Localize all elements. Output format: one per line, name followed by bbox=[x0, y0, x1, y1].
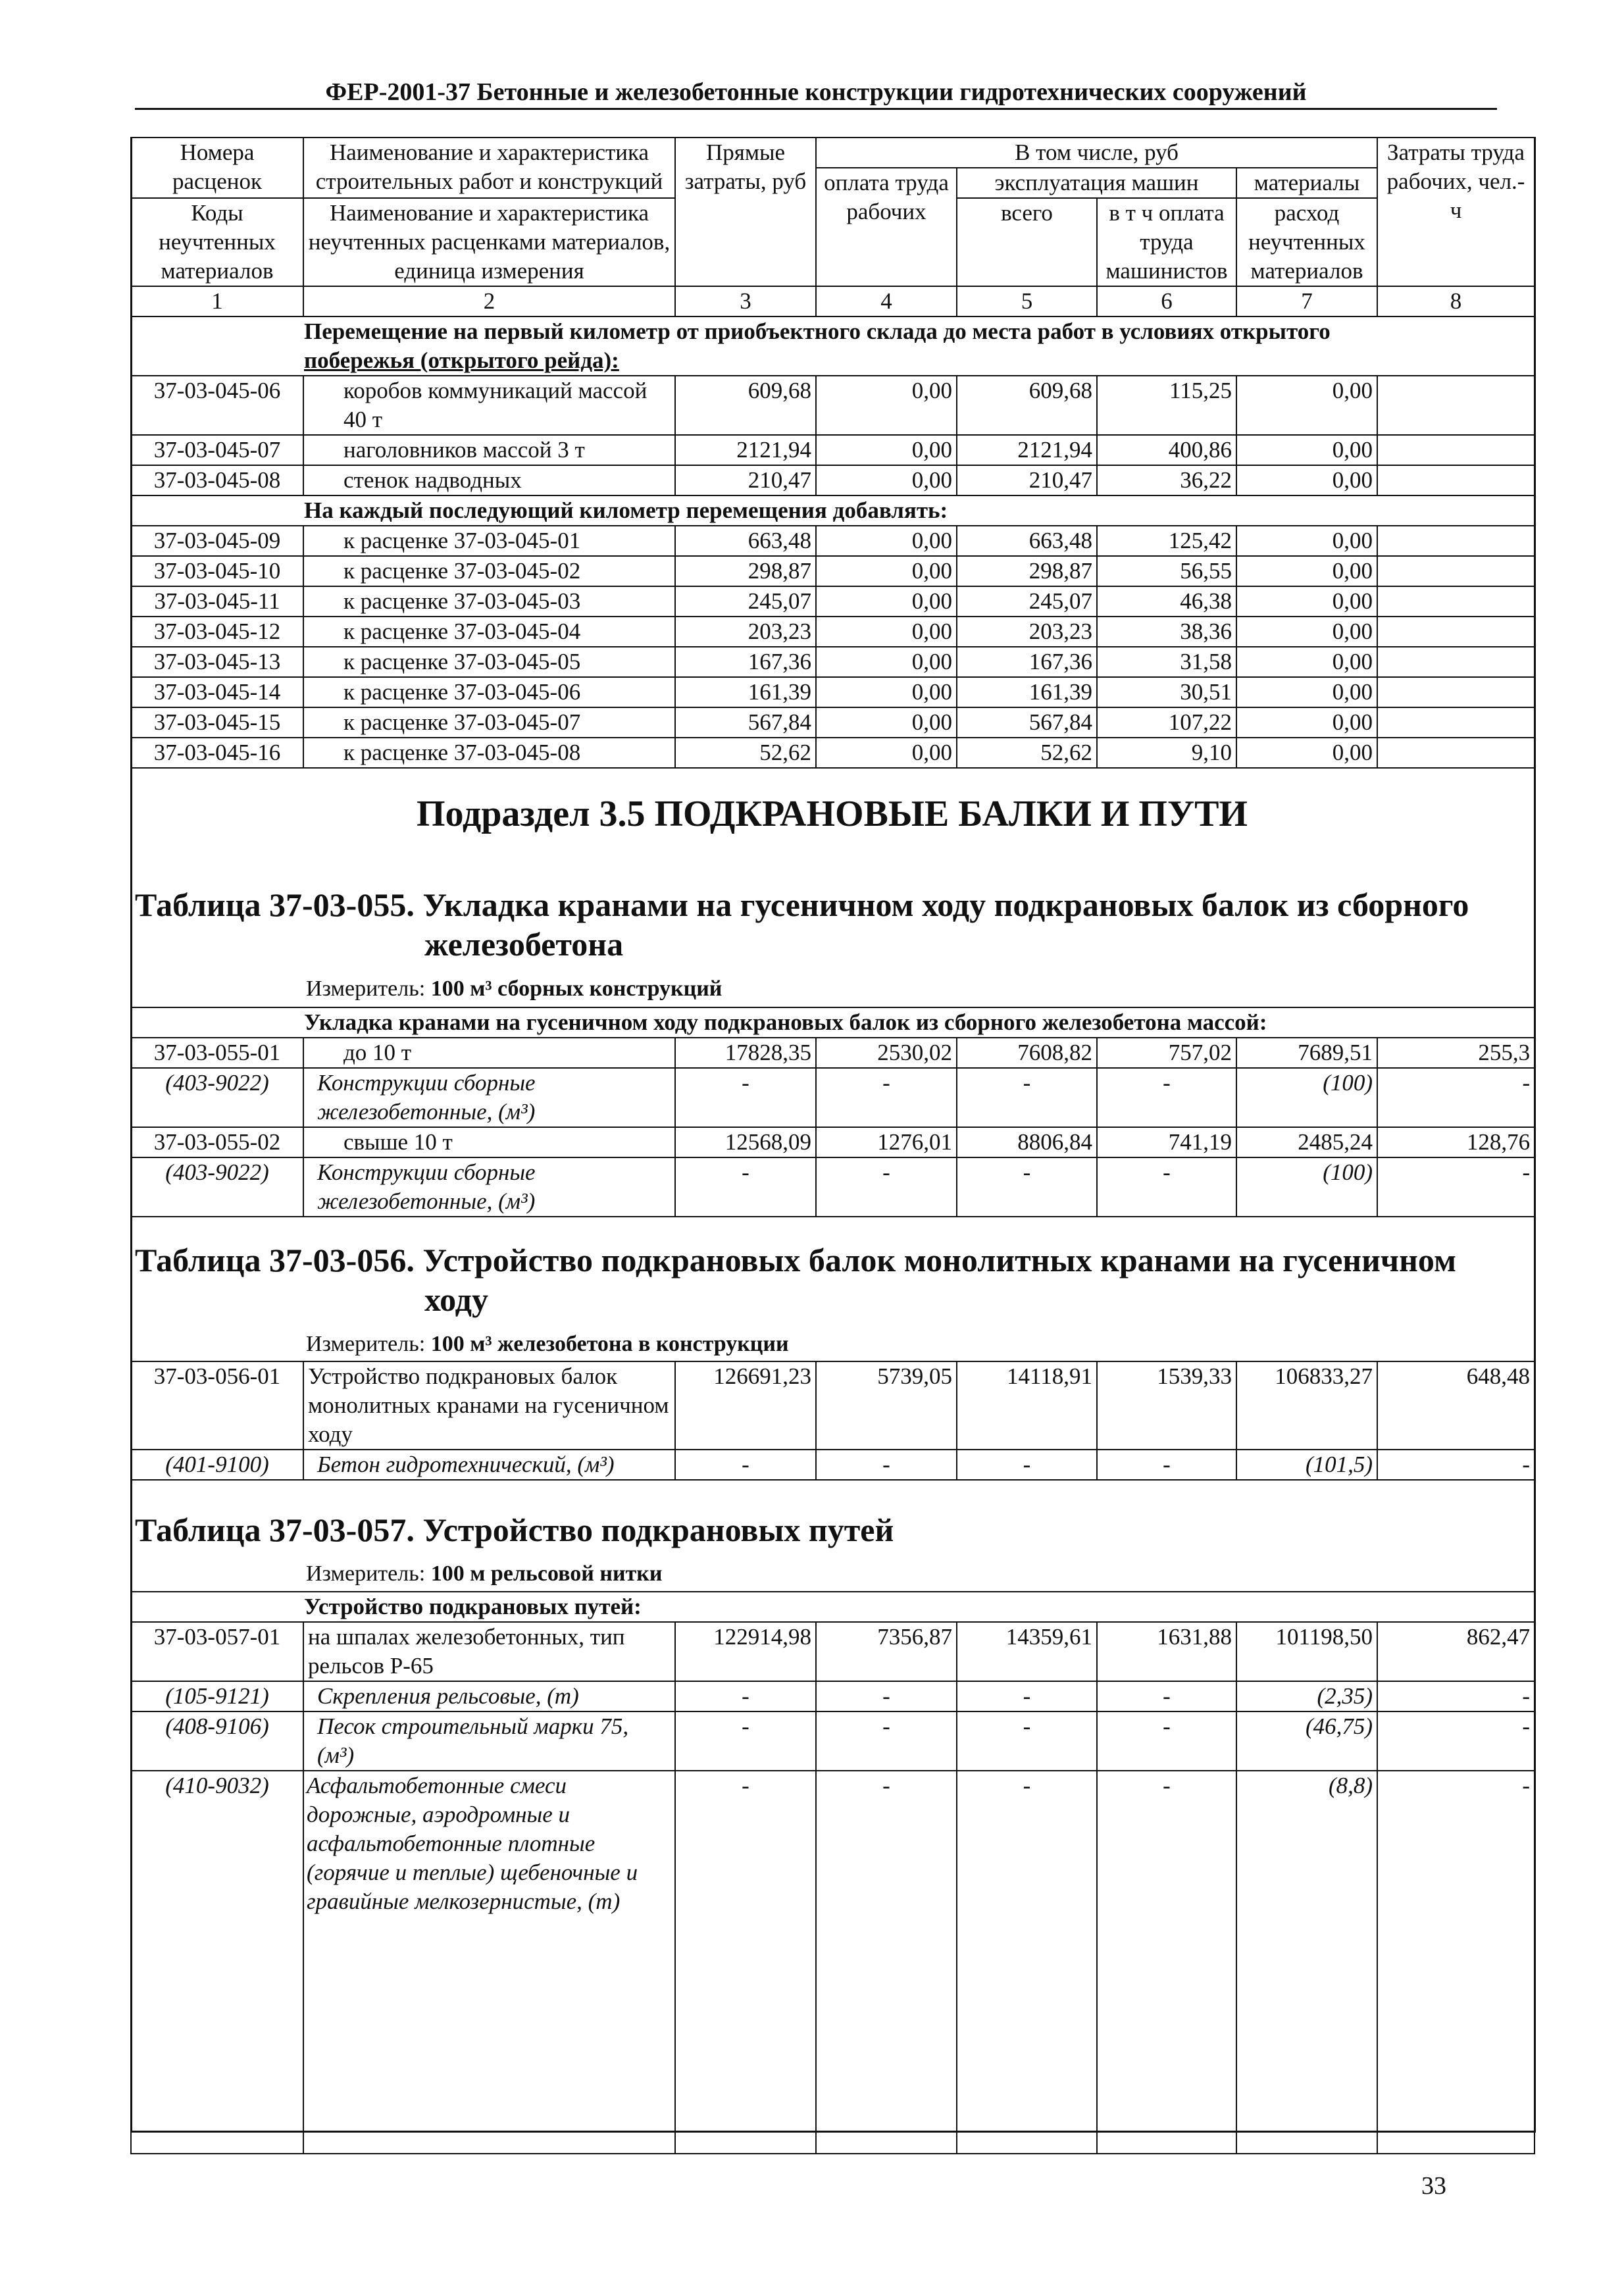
table-row bbox=[131, 435, 1535, 465]
row-c8: - bbox=[1377, 1450, 1535, 1480]
measure-value: 100 м рельсовой нитки bbox=[430, 1561, 663, 1586]
row-c3: - bbox=[675, 1711, 816, 1771]
row-c4: - bbox=[816, 1157, 957, 1217]
row-c8 bbox=[1377, 526, 1535, 556]
table-row bbox=[131, 1157, 1535, 1217]
row-c3: - bbox=[675, 1068, 816, 1127]
rates-table-055 bbox=[130, 1007, 1535, 1217]
row-c8 bbox=[1377, 738, 1535, 768]
row-c8: 862,47 bbox=[1377, 1622, 1535, 1681]
row-c3: 126691,23 bbox=[675, 1361, 816, 1450]
row-c8 bbox=[1377, 647, 1535, 677]
row-c3: 122914,98 bbox=[675, 1622, 816, 1681]
row-c4: 0,00 bbox=[816, 738, 957, 768]
row-c5: 14359,61 bbox=[957, 1622, 1097, 1681]
row-c6: - bbox=[1097, 1157, 1236, 1217]
row-c5: 567,84 bbox=[957, 707, 1097, 738]
row-c6: - bbox=[1097, 1711, 1236, 1771]
row-c7: (100) bbox=[1236, 1068, 1377, 1127]
row-code: 37-03-045-12 bbox=[131, 617, 303, 647]
row-name: к расценке 37-03-045-01 bbox=[303, 526, 675, 556]
row-c5: 609,68 bbox=[957, 376, 1097, 435]
row-c8 bbox=[1377, 435, 1535, 465]
row-c7: 106833,27 bbox=[1236, 1361, 1377, 1450]
row-c3: 2121,94 bbox=[675, 435, 816, 465]
section2-title: На каждый последующий километр перемещения добавлять: bbox=[131, 495, 1535, 526]
row-c7: (101,5) bbox=[1236, 1450, 1377, 1480]
row-c6: 115,25 bbox=[1097, 376, 1236, 435]
row-code: 37-03-045-10 bbox=[131, 556, 303, 586]
row-c4: 2530,02 bbox=[816, 1038, 957, 1068]
row-c3: 298,87 bbox=[675, 556, 816, 586]
row-c7: (8,8) bbox=[1236, 1771, 1377, 2154]
row-c3: 12568,09 bbox=[675, 1127, 816, 1157]
row-c5: 167,36 bbox=[957, 647, 1097, 677]
row-name: наголовников массой 3 т bbox=[303, 435, 675, 465]
row-c8 bbox=[1377, 677, 1535, 707]
section1-title-line2: побережья (открытого рейда): bbox=[304, 347, 619, 373]
table-row bbox=[131, 526, 1535, 556]
row-c3: 17828,35 bbox=[675, 1038, 816, 1068]
row-c7: 0,00 bbox=[1236, 435, 1377, 465]
row-c4: 1276,01 bbox=[816, 1127, 957, 1157]
row-c3: 663,48 bbox=[675, 526, 816, 556]
row-c4: 0,00 bbox=[816, 556, 957, 586]
table056-title-line2: ходу bbox=[424, 1281, 488, 1318]
row-c5: - bbox=[957, 1711, 1097, 1771]
table-row bbox=[131, 465, 1535, 495]
row-c8 bbox=[1377, 556, 1535, 586]
row-c5: 161,39 bbox=[957, 677, 1097, 707]
row-c5: 210,47 bbox=[957, 465, 1097, 495]
row-name: к расценке 37-03-045-08 bbox=[303, 738, 675, 768]
row-c6: 30,51 bbox=[1097, 677, 1236, 707]
table-row bbox=[131, 1681, 1535, 1711]
row-c8 bbox=[1377, 707, 1535, 738]
section1-title-line1: Перемещение на первый километр от приобъектного склада до места работ в условиях открытого bbox=[304, 318, 1331, 344]
row-c7: 0,00 bbox=[1236, 465, 1377, 495]
table055-group-title: Укладка кранами на гусеничном ходу подкрановых балок из сборного железобетона массой: bbox=[131, 1007, 1535, 1038]
row-c7: (100) bbox=[1236, 1157, 1377, 1217]
hdr-col6: в т ч оплата труда машинистов bbox=[1097, 198, 1236, 286]
row-code: 37-03-045-08 bbox=[131, 465, 303, 495]
row-c7: 7689,51 bbox=[1236, 1038, 1377, 1068]
row-c7: 0,00 bbox=[1236, 526, 1377, 556]
row-c7: 0,00 bbox=[1236, 677, 1377, 707]
row-c7: 2485,24 bbox=[1236, 1127, 1377, 1157]
measure-value: 100 м³ сборных конструкций bbox=[430, 976, 723, 1001]
table-row bbox=[131, 1711, 1535, 1771]
row-c4: - bbox=[816, 1681, 957, 1711]
row-c5: - bbox=[957, 1771, 1097, 2154]
row-c8: 128,76 bbox=[1377, 1127, 1535, 1157]
table057-title bbox=[135, 1510, 1530, 1550]
hdr-col8: Затраты труда рабочих, чел.-ч bbox=[1377, 138, 1535, 286]
row-c5: 663,48 bbox=[957, 526, 1097, 556]
row-code: 37-03-045-11 bbox=[131, 586, 303, 617]
row-c8: - bbox=[1377, 1157, 1535, 1217]
row-name: Скрепления рельсовые, (т) bbox=[303, 1681, 675, 1711]
row-c4: 0,00 bbox=[816, 586, 957, 617]
table-row bbox=[131, 1038, 1535, 1068]
row-code: (105-9121) bbox=[131, 1681, 303, 1711]
row-code: 37-03-055-02 bbox=[131, 1127, 303, 1157]
row-c4: 0,00 bbox=[816, 707, 957, 738]
hdr-group: В том числе, руб bbox=[816, 138, 1377, 168]
colnum-5: 5 bbox=[957, 286, 1097, 317]
hdr-materials: материалы bbox=[1236, 168, 1377, 198]
row-name: свыше 10 т bbox=[303, 1127, 675, 1157]
row-c3: 203,23 bbox=[675, 617, 816, 647]
row-name: к расценке 37-03-045-04 bbox=[303, 617, 675, 647]
page-number: 33 bbox=[1421, 2172, 1446, 2200]
row-c5: 203,23 bbox=[957, 617, 1097, 647]
hdr-col2-top: Наименование и характеристика строительных работ и конструкций bbox=[303, 138, 675, 198]
row-code: 37-03-045-15 bbox=[131, 707, 303, 738]
row-c8: - bbox=[1377, 1681, 1535, 1711]
row-code: 37-03-045-07 bbox=[131, 435, 303, 465]
hdr-col5: всего bbox=[957, 198, 1097, 286]
row-c3: 161,39 bbox=[675, 677, 816, 707]
row-c8 bbox=[1377, 465, 1535, 495]
row-code: 37-03-045-13 bbox=[131, 647, 303, 677]
row-c4: 0,00 bbox=[816, 435, 957, 465]
row-name: Бетон гидротехнический, (м³) bbox=[303, 1450, 675, 1480]
row-c3: 567,84 bbox=[675, 707, 816, 738]
table056-title bbox=[135, 1240, 1530, 1319]
hdr-col3: Прямые затраты, руб bbox=[675, 138, 816, 286]
row-c6: 757,02 bbox=[1097, 1038, 1236, 1068]
row-code: (403-9022) bbox=[131, 1157, 303, 1217]
table056-title-line1: Таблица 37-03-056. Устройство подкрановых балок монолитных кранами на гусеничном bbox=[135, 1242, 1457, 1279]
row-c4: - bbox=[816, 1068, 957, 1127]
row-name: Песок строительный марки 75, (м³) bbox=[303, 1711, 675, 1771]
row-c3: - bbox=[675, 1157, 816, 1217]
row-name: к расценке 37-03-045-06 bbox=[303, 677, 675, 707]
hdr-col7: расход неучтенных материалов bbox=[1236, 198, 1377, 286]
row-c6: 56,55 bbox=[1097, 556, 1236, 586]
hdr-machines: эксплуатация машин bbox=[957, 168, 1236, 198]
row-c6: 31,58 bbox=[1097, 647, 1236, 677]
table-row bbox=[131, 1622, 1535, 1681]
row-code: 37-03-055-01 bbox=[131, 1038, 303, 1068]
row-c7: 0,00 bbox=[1236, 738, 1377, 768]
table-row bbox=[131, 677, 1535, 707]
row-c5: - bbox=[957, 1068, 1097, 1127]
row-c6: 1631,88 bbox=[1097, 1622, 1236, 1681]
row-c5: - bbox=[957, 1450, 1097, 1480]
row-c6: 107,22 bbox=[1097, 707, 1236, 738]
row-c4: 5739,05 bbox=[816, 1361, 957, 1450]
row-name: к расценке 37-03-045-02 bbox=[303, 556, 675, 586]
table-row bbox=[131, 376, 1535, 435]
row-c6: - bbox=[1097, 1681, 1236, 1711]
row-c3: 167,36 bbox=[675, 647, 816, 677]
colnum-7: 7 bbox=[1236, 286, 1377, 317]
row-c6: 125,42 bbox=[1097, 526, 1236, 556]
table055-title-line2: железобетона bbox=[424, 926, 624, 963]
row-c7: 0,00 bbox=[1236, 617, 1377, 647]
row-c6: 400,86 bbox=[1097, 435, 1236, 465]
row-c8: 255,3 bbox=[1377, 1038, 1535, 1068]
section1-title bbox=[131, 317, 1535, 376]
row-c8: - bbox=[1377, 1771, 1535, 2154]
row-c6: 9,10 bbox=[1097, 738, 1236, 768]
row-c5: 245,07 bbox=[957, 586, 1097, 617]
table057-measure bbox=[306, 1561, 662, 1586]
row-c7: (46,75) bbox=[1236, 1711, 1377, 1771]
hdr-col1-bottom: Коды неучтенных материалов bbox=[131, 198, 303, 286]
row-code: (401-9100) bbox=[131, 1450, 303, 1480]
row-c6: 38,36 bbox=[1097, 617, 1236, 647]
row-c5: 2121,94 bbox=[957, 435, 1097, 465]
row-c8 bbox=[1377, 376, 1535, 435]
row-c3: 245,07 bbox=[675, 586, 816, 617]
row-c5: 7608,82 bbox=[957, 1038, 1097, 1068]
measure-value: 100 м³ железобетона в конструкции bbox=[430, 1332, 789, 1356]
row-code: (408-9106) bbox=[131, 1711, 303, 1771]
hdr-col1-top: Номера расценок bbox=[131, 138, 303, 198]
row-c4: 7356,87 bbox=[816, 1622, 957, 1681]
table-row bbox=[131, 1068, 1535, 1127]
row-c7: 101198,50 bbox=[1236, 1622, 1377, 1681]
row-code: 37-03-045-06 bbox=[131, 376, 303, 435]
row-c4: - bbox=[816, 1711, 957, 1771]
row-c5: - bbox=[957, 1681, 1097, 1711]
table056-measure bbox=[306, 1332, 789, 1357]
row-code: (410-9032) bbox=[131, 1771, 303, 2154]
row-c4: 0,00 bbox=[816, 677, 957, 707]
table-row bbox=[131, 1771, 1535, 2154]
table057-title-text: Таблица 37-03-057. Устройство подкрановых путей bbox=[135, 1511, 894, 1548]
rates-table-056 bbox=[130, 1361, 1535, 1481]
table-row bbox=[131, 1361, 1535, 1450]
table-row bbox=[131, 738, 1535, 768]
row-name: Устройство подкрановых балок монолитных кранами на гусеничном ходу bbox=[303, 1361, 675, 1450]
rates-table-057 bbox=[130, 1591, 1535, 2154]
row-c3: - bbox=[675, 1771, 816, 2154]
table055-title-line1: Таблица 37-03-055. Укладка кранами на гусеничном ходу подкрановых балок из сборного bbox=[135, 886, 1469, 923]
row-name: к расценке 37-03-045-07 bbox=[303, 707, 675, 738]
row-code: 37-03-045-14 bbox=[131, 677, 303, 707]
table-row bbox=[131, 617, 1535, 647]
table-row bbox=[131, 707, 1535, 738]
row-name: на шпалах железобетонных, тип рельсов Р-65 bbox=[303, 1622, 675, 1681]
row-c8: - bbox=[1377, 1068, 1535, 1127]
row-name: стенок надводных bbox=[303, 465, 675, 495]
colnum-6: 6 bbox=[1097, 286, 1236, 317]
row-c6: 1539,33 bbox=[1097, 1361, 1236, 1450]
row-name: к расценке 37-03-045-05 bbox=[303, 647, 675, 677]
measure-prefix: Измеритель: bbox=[306, 1332, 431, 1356]
row-c6: 36,22 bbox=[1097, 465, 1236, 495]
rates-table-045 bbox=[130, 137, 1535, 769]
row-c4: 0,00 bbox=[816, 647, 957, 677]
row-c4: 0,00 bbox=[816, 376, 957, 435]
row-c6: - bbox=[1097, 1068, 1236, 1127]
row-c5: 8806,84 bbox=[957, 1127, 1097, 1157]
measure-prefix: Измеритель: bbox=[306, 976, 431, 1001]
row-c8: 648,48 bbox=[1377, 1361, 1535, 1450]
row-c5: 14118,91 bbox=[957, 1361, 1097, 1450]
row-c7: 0,00 bbox=[1236, 376, 1377, 435]
colnum-8: 8 bbox=[1377, 286, 1535, 317]
row-c4: 0,00 bbox=[816, 465, 957, 495]
row-c3: 210,47 bbox=[675, 465, 816, 495]
row-c4: 0,00 bbox=[816, 617, 957, 647]
row-c7: 0,00 bbox=[1236, 707, 1377, 738]
row-code: 37-03-045-16 bbox=[131, 738, 303, 768]
row-c6: 46,38 bbox=[1097, 586, 1236, 617]
colnum-2: 2 bbox=[303, 286, 675, 317]
row-c4: - bbox=[816, 1771, 957, 2154]
page-header: ФЕР-2001-37 Бетонные и железобетонные конструкции гидротехнических сооружений bbox=[135, 78, 1497, 110]
row-name: коробов коммуникаций массой 40 т bbox=[303, 376, 675, 435]
row-c7: 0,00 bbox=[1236, 647, 1377, 677]
measure-prefix: Измеритель: bbox=[306, 1561, 431, 1586]
row-name: к расценке 37-03-045-03 bbox=[303, 586, 675, 617]
subsection-title: Подраздел 3.5 ПОДКРАНОВЫЕ БАЛКИ И ПУТИ bbox=[416, 794, 1248, 834]
colnum-3: 3 bbox=[675, 286, 816, 317]
table055-title bbox=[135, 885, 1530, 964]
colnum-4: 4 bbox=[816, 286, 957, 317]
row-c8 bbox=[1377, 586, 1535, 617]
row-c3: - bbox=[675, 1450, 816, 1480]
row-c5: 52,62 bbox=[957, 738, 1097, 768]
colnum-1: 1 bbox=[131, 286, 303, 317]
row-c8 bbox=[1377, 617, 1535, 647]
row-c7: 0,00 bbox=[1236, 586, 1377, 617]
row-c3: 52,62 bbox=[675, 738, 816, 768]
row-c3: - bbox=[675, 1681, 816, 1711]
row-name: Конструкции сборные железобетонные, (м³) bbox=[303, 1157, 675, 1217]
row-name: до 10 т bbox=[303, 1038, 675, 1068]
row-c6: - bbox=[1097, 1771, 1236, 2154]
table055-measure bbox=[306, 976, 722, 1001]
row-c4: - bbox=[816, 1450, 957, 1480]
row-c5: - bbox=[957, 1157, 1097, 1217]
row-c4: 0,00 bbox=[816, 526, 957, 556]
hdr-col2-bottom: Наименование и характеристика неучтенных расценками материалов, единица измерения bbox=[303, 198, 675, 286]
row-c7: 0,00 bbox=[1236, 556, 1377, 586]
row-code: (403-9022) bbox=[131, 1068, 303, 1127]
row-code: 37-03-045-09 bbox=[131, 526, 303, 556]
row-name: Асфальтобетонные смеси дорожные, аэродромные и асфальтобетонные плотные (горячие и теплые) щебеночные и гравийные мелкозернистые, (т) bbox=[303, 1771, 675, 2154]
row-c8: - bbox=[1377, 1711, 1535, 1771]
table-row bbox=[131, 586, 1535, 617]
table-row bbox=[131, 556, 1535, 586]
row-c5: 298,87 bbox=[957, 556, 1097, 586]
table-row bbox=[131, 1450, 1535, 1480]
row-c6: 741,19 bbox=[1097, 1127, 1236, 1157]
row-name: Конструкции сборные железобетонные, (м³) bbox=[303, 1068, 675, 1127]
table-row bbox=[131, 647, 1535, 677]
row-code: 37-03-056-01 bbox=[131, 1361, 303, 1450]
row-c6: - bbox=[1097, 1450, 1236, 1480]
hdr-col4: оплата труда рабочих bbox=[816, 168, 957, 286]
table-row bbox=[131, 1127, 1535, 1157]
row-c7: (2,35) bbox=[1236, 1681, 1377, 1711]
table057-group-title: Устройство подкрановых путей: bbox=[131, 1592, 1535, 1622]
row-c3: 609,68 bbox=[675, 376, 816, 435]
row-code: 37-03-057-01 bbox=[131, 1622, 303, 1681]
